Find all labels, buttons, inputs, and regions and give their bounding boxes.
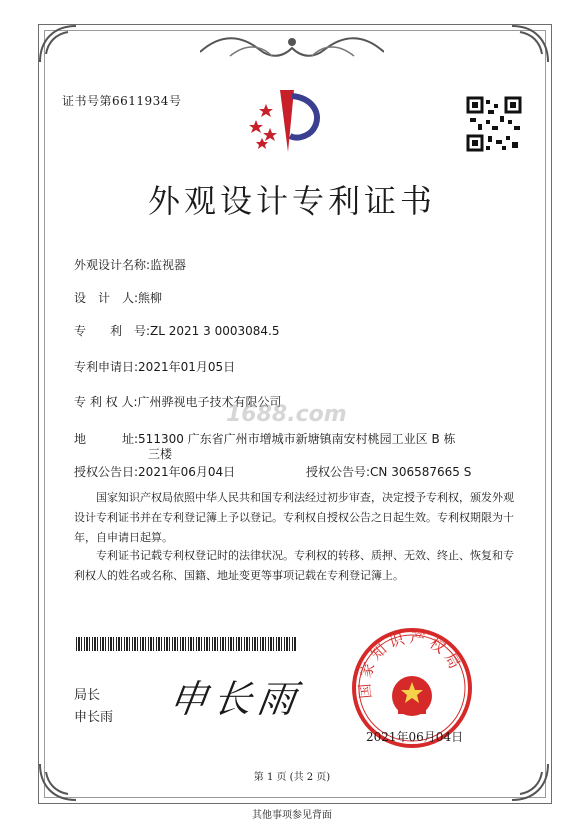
design-name-label: 外观设计名称: xyxy=(74,258,151,272)
grant-number-label: 授权公告号: xyxy=(306,465,371,479)
seal-date: 2021年06月04日 xyxy=(366,730,464,744)
qr-code xyxy=(466,96,522,152)
design-name-value: 监视器 xyxy=(150,258,187,272)
director-title: 局长 xyxy=(74,688,101,703)
grant-statement-paragraph: 国家知识产权局依照中华人民共和国专利法经过初步审查，决定授予专利权，颁发外观设计专利证书并在专利登记簿上予以登记。专利权自授权公告之日起生效。专利权期限为十年，自申请日起算。 xyxy=(74,491,514,544)
cnipa-logo xyxy=(246,86,326,156)
designer-value: 熊柳 xyxy=(138,291,163,305)
application-date-row xyxy=(74,358,235,375)
address-label: 地 址: xyxy=(74,432,139,446)
page-indicator: 第 1 页 (共 2 页) xyxy=(253,772,331,783)
application-date-value: 2021年01月05日 xyxy=(138,360,236,374)
patent-number-value: ZL 2021 3 0003084.5 xyxy=(150,324,280,338)
address-value-line2: 三楼 xyxy=(148,447,173,461)
designer-row xyxy=(74,289,162,306)
grant-number-row xyxy=(306,463,471,480)
grant-date-value: 2021年06月04日 xyxy=(138,465,236,479)
grant-date-label: 授权公告日: xyxy=(74,465,139,479)
footer-note: 其他事项参见背面 xyxy=(252,810,332,821)
designer-label: 设 计 人: xyxy=(74,291,139,305)
patent-number-label: 专 利 号: xyxy=(74,324,151,338)
director-signature: 申长雨 xyxy=(166,677,305,721)
top-ornament xyxy=(200,30,384,66)
application-date-label: 专利申请日: xyxy=(74,360,139,374)
director-name: 申长雨 xyxy=(74,710,114,725)
grant-date-row xyxy=(74,463,235,480)
address-value-line1: 511300 广东省广州市增城市新塘镇南安村桃园工业区 B 栋 xyxy=(138,432,456,446)
patentee-label: 专 利 权 人: xyxy=(74,395,138,409)
watermark: 1688.com xyxy=(226,402,347,427)
address-row xyxy=(74,430,456,447)
grant-number-value: CN 306587665 S xyxy=(370,465,472,479)
corner-ornament-tr xyxy=(510,24,550,64)
patentee-value: 广州骅视电子技术有限公司 xyxy=(137,395,282,409)
legal-status-paragraph: 专利证书记载专利权登记时的法律状况。专利权的转移、质押、无效、终止、恢复和专利权人的姓名或名称、国籍、地址变更等事项记载在专利登记簿上。 xyxy=(74,549,514,582)
seal-text: 国家知识产权局 xyxy=(355,628,466,700)
patent-number-row xyxy=(74,322,279,339)
certificate-number: 证书号第6611934号 xyxy=(62,94,182,108)
corner-ornament-tl xyxy=(38,24,78,64)
design-name-row xyxy=(74,256,186,273)
certificate-title: 外观设计专利证书 xyxy=(147,182,436,220)
barcode xyxy=(76,637,296,651)
